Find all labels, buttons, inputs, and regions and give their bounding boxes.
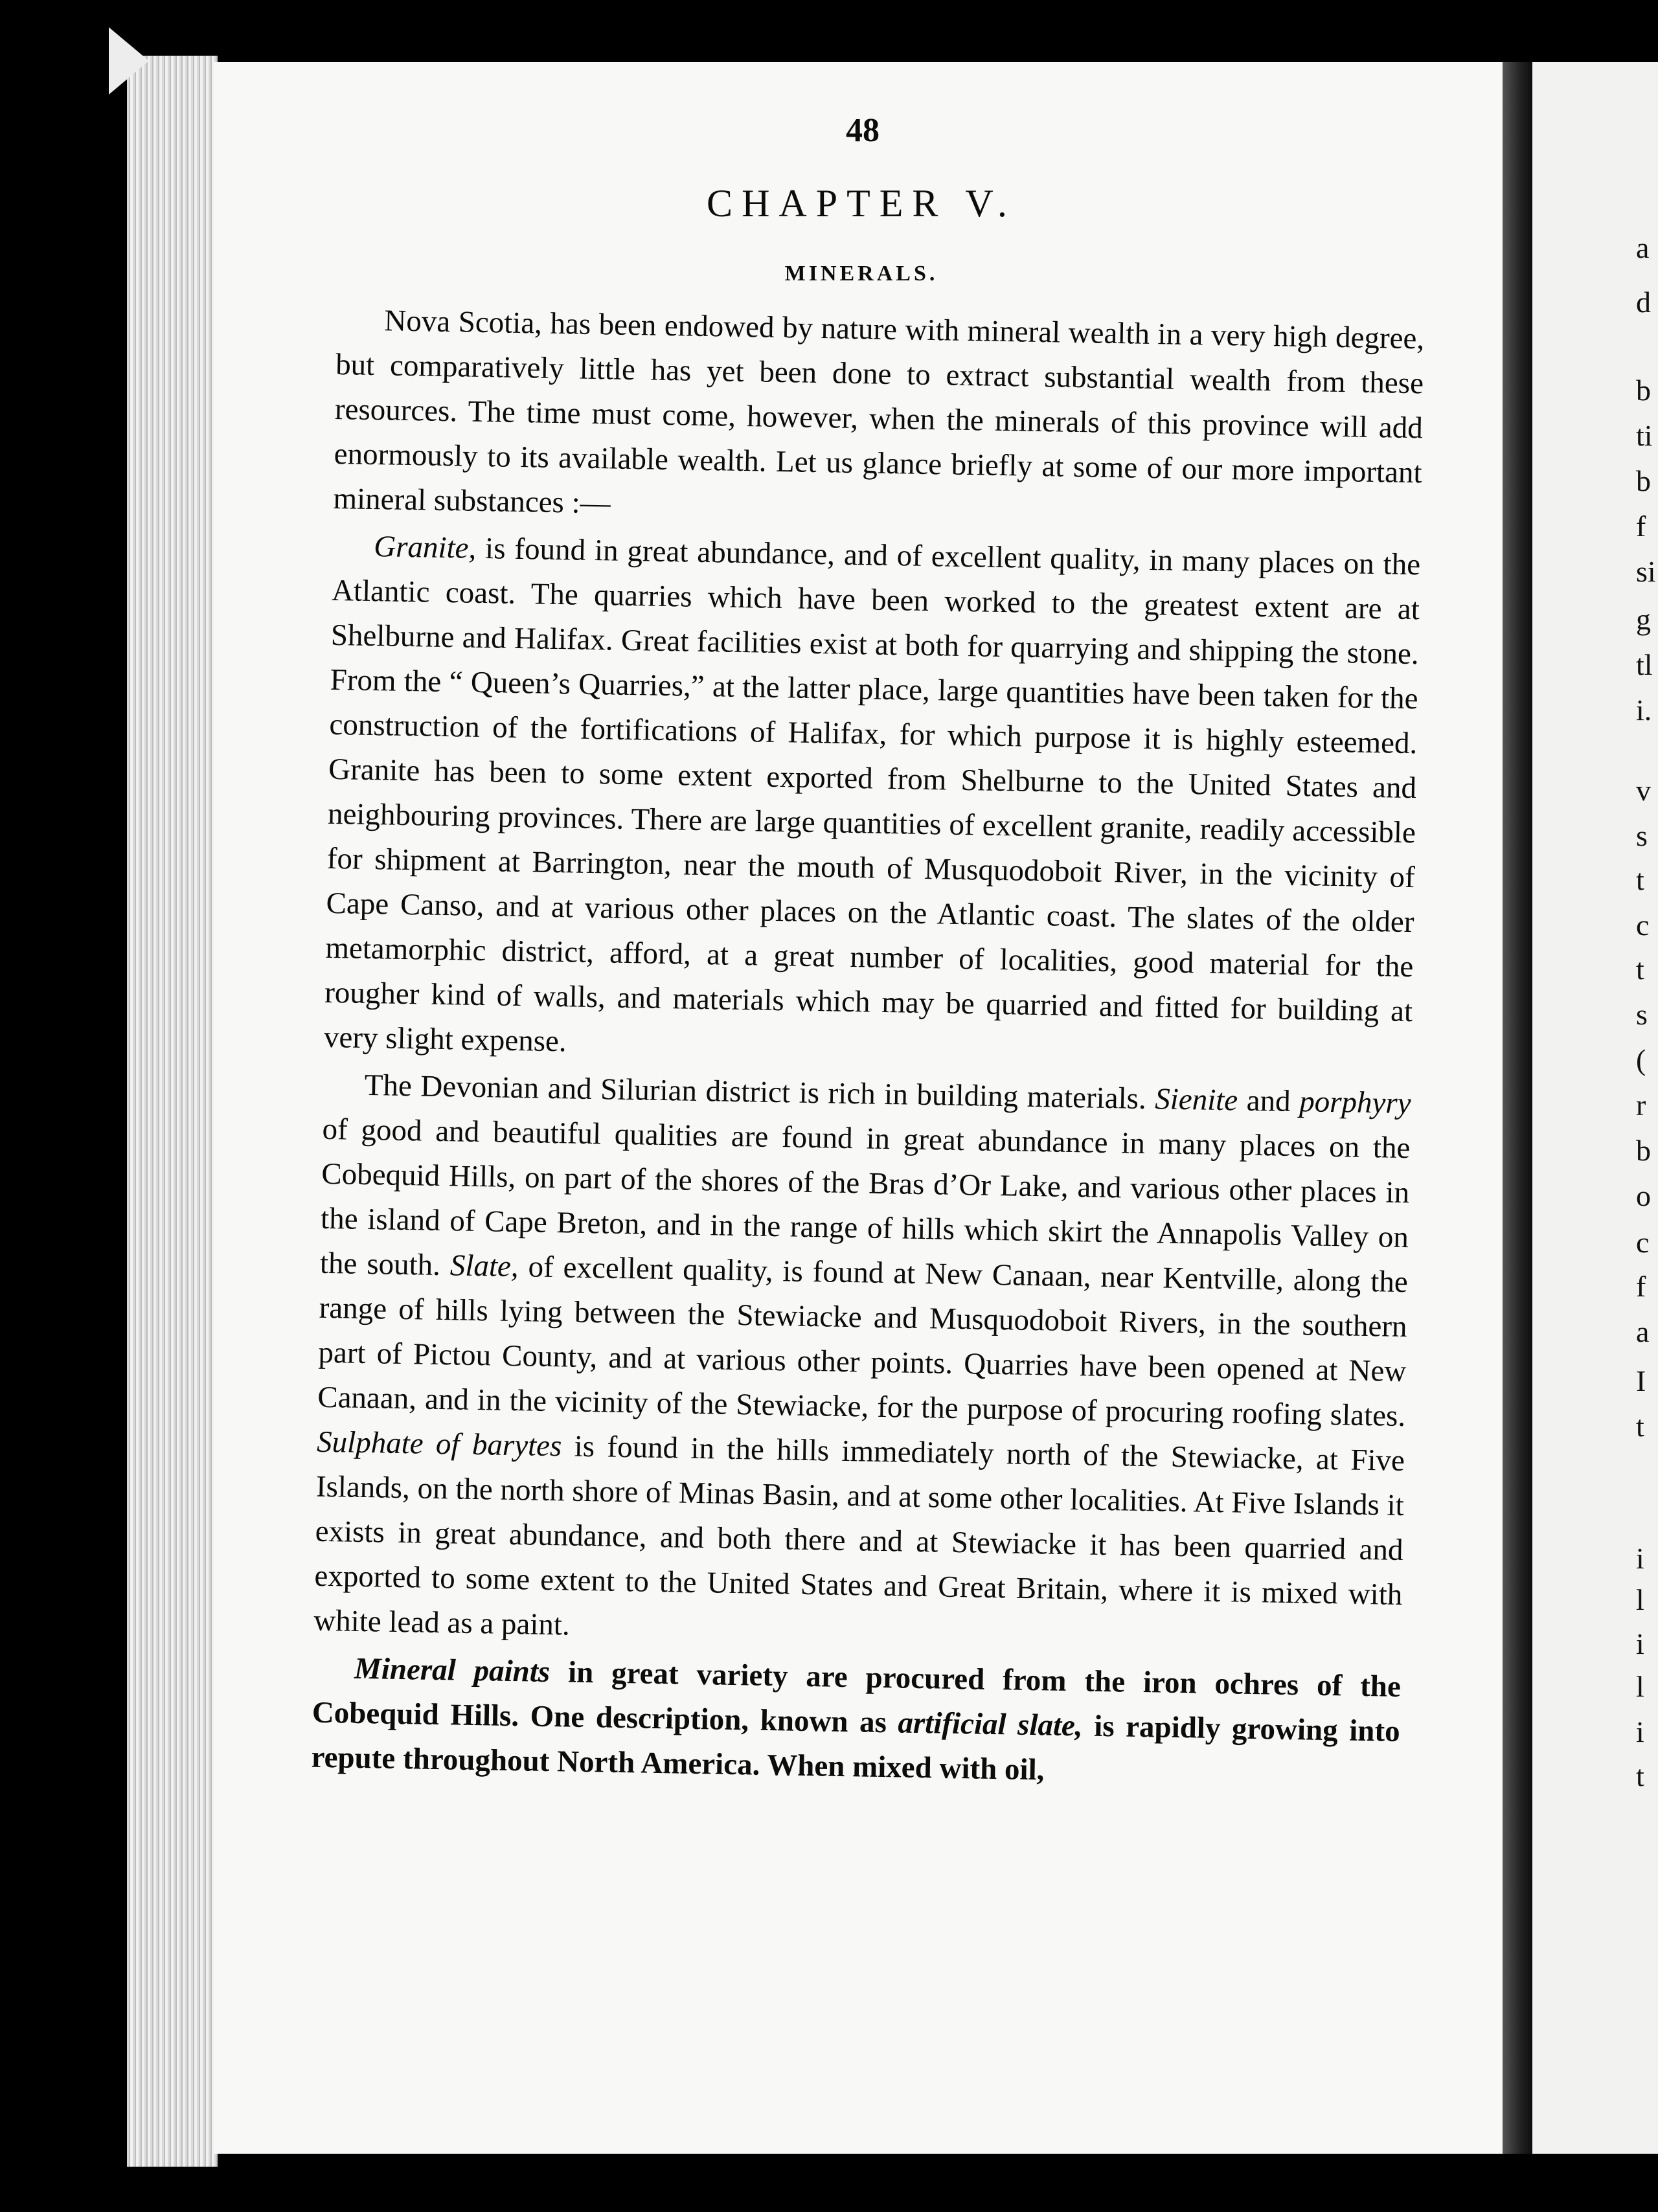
italic-term: Mineral paints (354, 1651, 551, 1689)
facing-page-letter: ( (1636, 1043, 1646, 1076)
paragraph-building-materials (313, 1063, 1411, 1662)
facing-page-letter: a (1636, 1315, 1650, 1348)
paragraph-granite (323, 524, 1420, 1079)
italic-term: Slate, (449, 1248, 519, 1284)
facing-page-letter: a (1636, 231, 1650, 264)
facing-page-letter: b (1636, 1134, 1651, 1167)
italic-term: Sulphate of barytes (316, 1425, 562, 1463)
paragraph-text: in great variety are procured from the iron ochres of the Cobequid Hills. One description, known as (312, 1655, 1402, 1740)
facing-page-letter: ti (1636, 419, 1653, 452)
facing-page-letter: f (1636, 1270, 1646, 1303)
facing-page-letter: i (1636, 1627, 1644, 1660)
facing-page-letter: t (1636, 1410, 1644, 1443)
facing-page-letter: b (1636, 464, 1651, 497)
page-number: 48 (846, 112, 880, 149)
facing-page-letter: tl (1636, 648, 1653, 681)
paragraph-text: and (1237, 1083, 1300, 1119)
paragraph-intro (333, 298, 1425, 540)
facing-page-letter: s (1636, 998, 1648, 1031)
facing-page-letter: i. (1636, 694, 1652, 727)
facing-page-letter: si (1636, 555, 1656, 588)
paragraph-text: is found in the hills immediately north of the Stewiacke, at Five Islands, on the north shore of Minas Basin, and at some other localities. At Five Islands it exists in great abundance, and both there and at Stewiacke it has been quarried and exported to some extent to the United States and Great Britain, where it is mixed with white lead as a paint. (313, 1429, 1405, 1642)
facing-page-letter: f (1636, 510, 1646, 543)
facing-page-letter: s (1636, 819, 1648, 852)
facing-page-letter: c (1636, 909, 1650, 942)
italic-term: artificial slate, (898, 1706, 1084, 1743)
facing-page-letter: l (1636, 1583, 1644, 1616)
facing-page-letter: t (1636, 953, 1644, 986)
body-text (311, 298, 1425, 1801)
italic-term: porphyry (1299, 1085, 1411, 1121)
facing-page-letter: g (1636, 603, 1651, 636)
italic-term: Sienite (1154, 1082, 1238, 1118)
page-edges (127, 56, 218, 2167)
paragraph-text: of excellent quality, is found at New Canaan, near Kentville, along the range of hills lying between the Stewiacke and Musquodoboit Rivers, in the southern part of Pictou County, and at various other points. Quarries have been opened at New Canaan, and in the vicinity of the Stewiacke, for the purpose of procuring roofing slates. (317, 1250, 1409, 1434)
facing-page-letter: v (1636, 774, 1651, 807)
paragraph-text: of good and beautiful qualities are found in great abundance in many places on the Cobequid Hills, on part of the shores of the Bras d’Or Lake, and various other places in the island of Cape Breton, and in the range of hills which skirt the Annapolis Valley on the south. (319, 1112, 1411, 1283)
page-corner-flap (109, 27, 149, 95)
book-gutter (1503, 62, 1532, 2154)
facing-page-letter: i (1636, 1715, 1644, 1748)
paragraph-text: Nova Scotia, has been endowed by nature with mineral wealth in a very high degree, but comparatively little has yet been done to extract substantial wealth from these resources. The time must come, however, when the minerals of this province will add enormously to its available wealth. Let us glance briefly at some of our more important mineral substances :— (333, 304, 1425, 521)
facing-page-letter: o (1636, 1179, 1651, 1212)
facing-page-letter: t (1636, 1759, 1644, 1792)
facing-page-letter: b (1636, 374, 1651, 407)
paragraph-text: is rapidly growing into repute throughout North America. When mixed with oil, (311, 1709, 1401, 1787)
paragraph-mineral-paints (311, 1646, 1401, 1799)
facing-page-letter: l (1636, 1670, 1644, 1703)
facing-page-letter: I (1636, 1364, 1646, 1397)
facing-page-letter: d (1636, 286, 1651, 319)
paragraph-text: The Devonian and Silurian district is rich in building materials. (364, 1068, 1155, 1116)
chapter-title: CHAPTER V. (707, 182, 1016, 225)
facing-page-letter: t (1636, 863, 1644, 896)
section-title: MINERALS. (784, 262, 938, 286)
paragraph-text: is found in great abundance, and of excellent quality, in many places on the Atlantic coast. The quarries which have been worked to the greatest extent are at Shelburne and Halifax. Great facilities exist at both for quarrying and shipping the stone. From the “ Queen’s Quarries,” at the latter place, large quantities have been taken for the construction of the fortifications of Halifax, for which purpose it is highly esteemed. Granite has been to some extent exported from Shelburne to the United States and neighbouring provinces. There are large quantities of excellent granite, readily accessible for shipment at Barrington, near the mouth of Musquodoboit River, in the vicinity of Cape Canso, and at various other places on the Atlantic coast. The slates of the older metamorphic district, afford, at a great number of localities, good material for the rougher kind of walls, and materials which may be quarried and fitted for building at very slight expense. (323, 531, 1421, 1059)
italic-term: Granite, (373, 530, 477, 565)
facing-page-letter: i (1636, 1542, 1644, 1575)
facing-page-letter: c (1636, 1226, 1650, 1259)
facing-page-letter: r (1636, 1089, 1646, 1122)
